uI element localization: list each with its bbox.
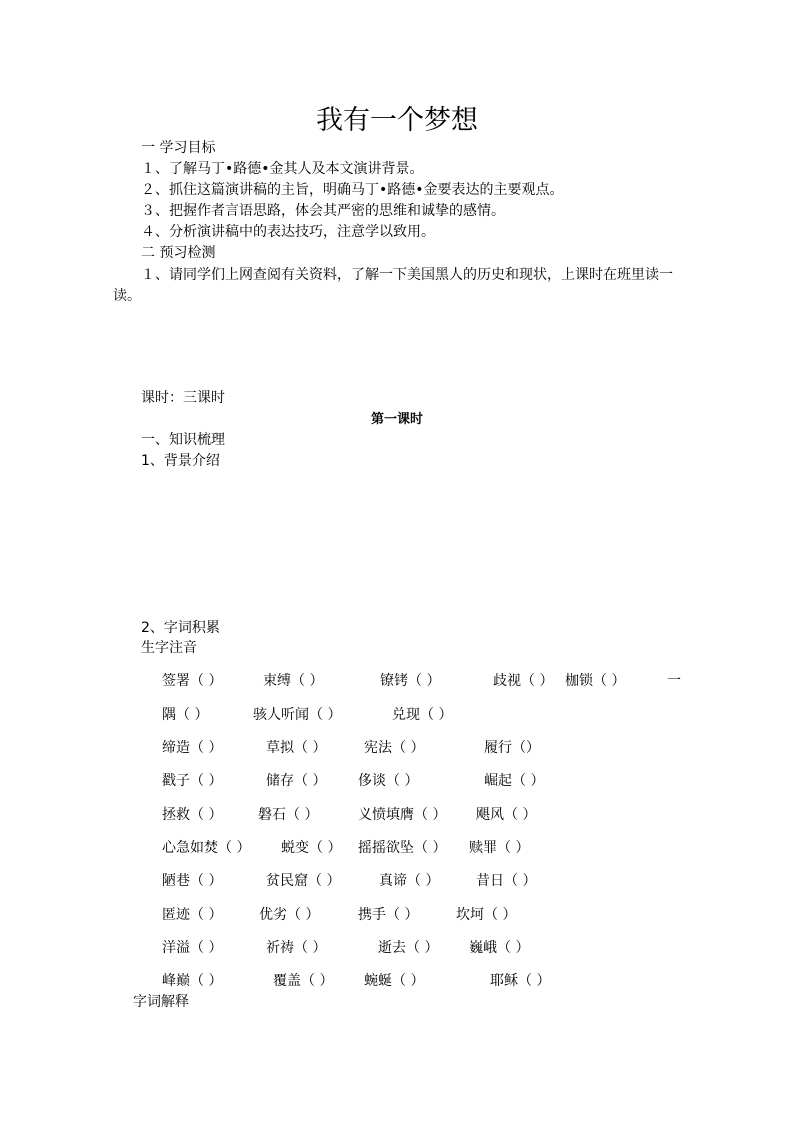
word-item: 巍峨（ ） — [469, 940, 530, 956]
word-item: 昔日（ ） — [476, 873, 537, 889]
preview-item-line-1: １、请同学们上网查阅有关资料，了解一下美国黑人的历史和现状，上课时在班里读一 — [141, 267, 673, 283]
word-item: 匿迹（ ） — [162, 907, 223, 923]
word-item: 义愤填膺（ ） — [358, 807, 447, 823]
word-row — [162, 704, 722, 724]
word-item: 镣铐（ ） — [380, 673, 441, 689]
word-item: 祈祷（ ） — [266, 940, 327, 956]
word-row — [162, 970, 722, 990]
preview-check-heading: 二 预习检测 — [141, 245, 216, 261]
word-item: 陋巷（ ） — [162, 873, 223, 889]
goal-item-4: ４、分析演讲稿中的表达技巧，注意学以致用。 — [141, 224, 435, 240]
word-item: 侈谈（ ） — [358, 773, 419, 789]
word-item: 飓风（ ） — [476, 807, 537, 823]
word-item: 心急如焚（ ） — [162, 840, 251, 856]
word-item: 逝去（ ） — [378, 940, 439, 956]
goal-item-1: １、了解马丁•路德•金其人及本文演讲背景。 — [141, 161, 424, 177]
word-item: 拯救（ ） — [162, 807, 223, 823]
word-item: 储存（ ） — [266, 773, 327, 789]
word-item: 歧视（ ） — [493, 673, 554, 689]
word-item: 兑现（ ） — [392, 707, 453, 723]
lesson-title: 第一课时 — [370, 412, 423, 427]
word-row — [162, 870, 722, 890]
word-item: 耶稣（ ） — [490, 973, 551, 989]
background-heading: 1、背景介绍 — [141, 453, 220, 469]
word-item: 草拟（ ） — [266, 740, 327, 756]
pronunciation-heading: 生字注音 — [141, 640, 197, 656]
word-item: 崛起（ ） — [484, 773, 545, 789]
word-item: 摇摇欲坠（ ） — [358, 840, 447, 856]
word-item: 优劣（ ） — [259, 907, 320, 923]
page-title: 我有一个梦想 — [316, 105, 478, 136]
word-item: 覆盖（ ） — [273, 973, 334, 989]
word-row — [162, 670, 722, 690]
explanation-heading: 字词解释 — [133, 994, 189, 1010]
word-item: 宪法（ ） — [364, 740, 425, 756]
word-item: 洋溢（ ） — [162, 940, 223, 956]
word-item: 隅（ ） — [162, 707, 209, 723]
word-item: 束缚（ ） — [263, 673, 324, 689]
word-item: 签署（ ） — [162, 673, 223, 689]
word-row — [162, 770, 722, 790]
word-row — [162, 837, 722, 857]
word-item: 坎坷（ ） — [456, 907, 517, 923]
word-item: 真谛（ ） — [379, 873, 440, 889]
word-item: 赎罪（ ） — [469, 840, 530, 856]
word-item: 戳子（ ） — [162, 773, 223, 789]
goal-item-3: ３、把握作者言语思路，体会其严密的思维和诚挚的感情。 — [141, 203, 505, 219]
class-hours: 课时：三课时 — [141, 390, 225, 406]
word-item: 骇人听闻（ ） — [253, 707, 342, 723]
word-row — [162, 737, 722, 757]
goal-item-2: ２、抓住这篇演讲稿的主旨，明确马丁•路德•金要表达的主要观点。 — [141, 182, 564, 198]
word-row — [162, 937, 722, 957]
knowledge-heading: 一、知识梳理 — [141, 432, 225, 448]
word-item: 蜿蜒（ ） — [364, 973, 425, 989]
word-item: 枷锁（ ） — [565, 673, 626, 689]
word-item: 贫民窟（ ） — [266, 873, 341, 889]
word-item: 峰巅（ ） — [162, 973, 223, 989]
word-item: 携手（ ） — [358, 907, 419, 923]
word-item: 蜕变（ ） — [281, 840, 342, 856]
preview-item-line-2: 读。 — [113, 288, 141, 304]
learning-goals-heading: 一 学习目标 — [141, 140, 216, 156]
word-row — [162, 804, 722, 824]
word-row — [162, 904, 722, 924]
word-item: 一 — [667, 673, 681, 689]
word-item: 履行（） — [484, 740, 540, 756]
word-item: 磐石（ ） — [258, 807, 319, 823]
word-item: 缔造（ ） — [162, 740, 223, 756]
vocab-heading: 2、字词积累 — [141, 620, 220, 636]
